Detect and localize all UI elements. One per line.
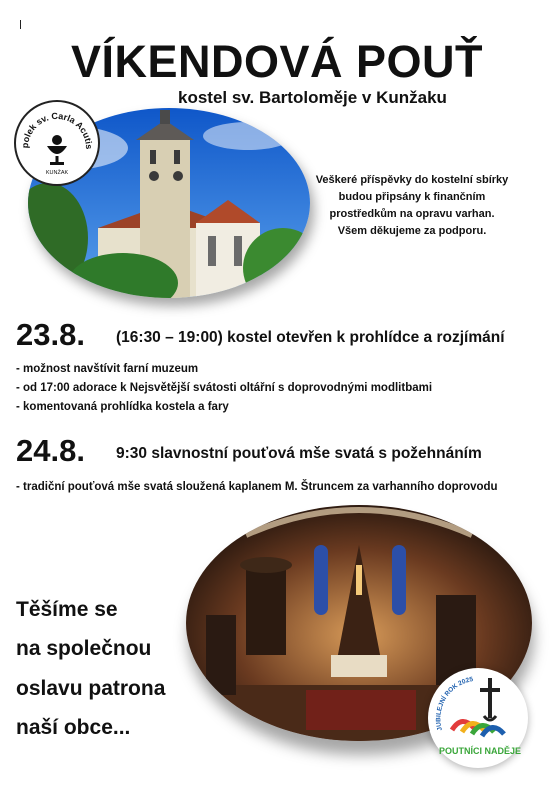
closing-line: Těšíme se [16,598,118,621]
corner-mark [20,20,21,29]
closing-line: oslavu patrona [16,677,166,700]
closing-line: naší obce... [16,716,131,739]
list-item: - od 17:00 adorace k Nejsvětější svátosti oltářní s doprovodnými modlitbami [16,382,433,394]
list-item: - tradiční pouťová mše svatá sloužená kaplanem M. Štruncem za varhanního doprovodu [16,481,498,493]
event-date: 24.8. [16,433,85,468]
jubilee-logo [428,668,528,768]
page-title: VÍKENDOVÁ POUŤ [70,36,484,87]
event-description: (16:30 – 19:00) kostel otevřen k prohlídce a rozjímání [116,329,505,346]
list-item: - možnost navštívit farní muzeum [16,363,199,375]
svg-text:JUBILEJNÍ ROK 2025: JUBILEJNÍ ROK 2025 [435,676,474,732]
event-date: 23.8. [16,317,85,352]
event-description: 9:30 slavnostní pouťová mše svatá s požehnáním [116,445,482,462]
donation-note: Veškeré příspěvky do kostelní sbírky budou připsány k finančním prostředkům na opravu varhan. Všem děkujeme za podporu. [315,174,509,237]
page-subtitle: kostel sv. Bartoloměje v Kunžaku [178,88,447,107]
svg-text:POUTNÍCI NADĚJE: POUTNÍCI NADĚJE [438,746,522,756]
svg-text:Spolek sv. Carla Acutise: polek sv. Carla Acutis [19,110,95,150]
society-logo [14,100,100,186]
closing-line: na společnou [16,637,152,660]
svg-text:KUNŽAK: KUNŽAK [45,170,69,176]
list-item: - komentovaná prohlídka kostela a fary [16,401,229,413]
